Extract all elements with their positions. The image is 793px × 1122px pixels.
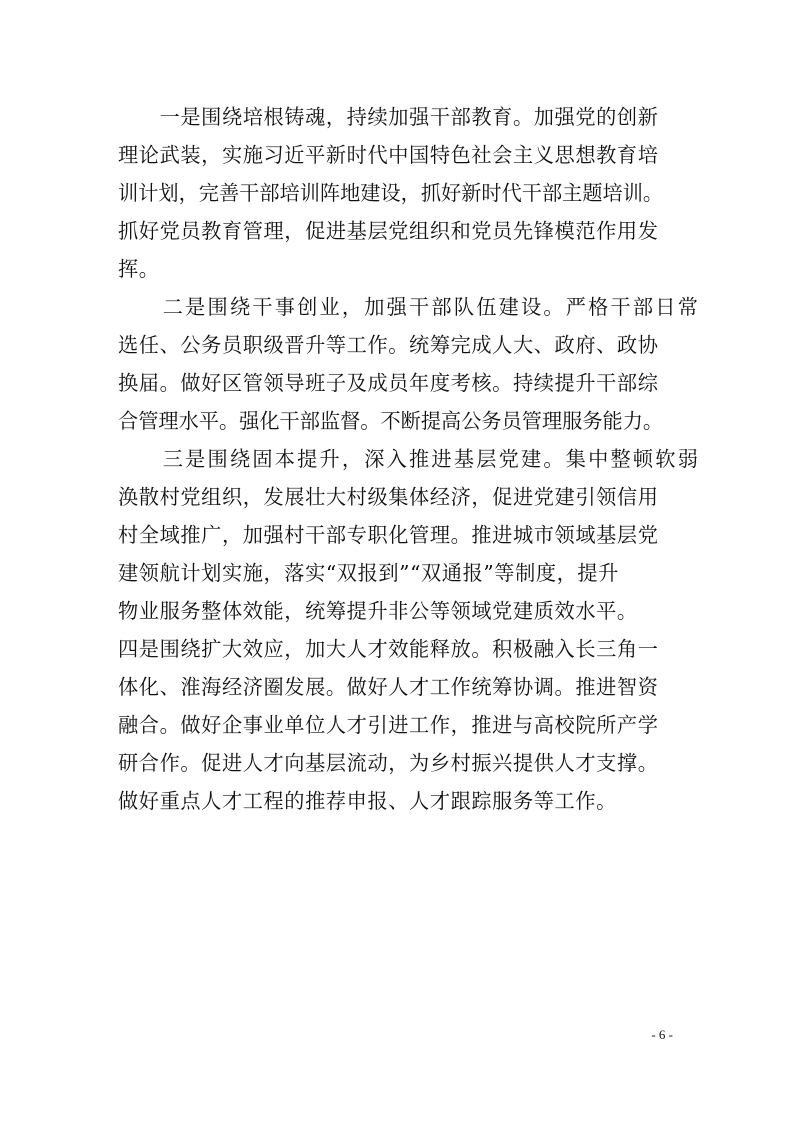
body-text: [118, 98, 701, 820]
text-line: 物业服务整体效能，统筹提升非公等领域党建质效水平。: [118, 599, 638, 623]
text-line: 理论武装，实施习近平新时代中国特色社会主义思想教育培: [118, 143, 659, 167]
text-line: 建领航计划实施，落实“双报到”“双通报”等制度，提升: [118, 561, 620, 585]
text-line: 体化、淮海经济圈发展。做好人才工作统筹协调。推进智资: [118, 675, 659, 699]
text-line: 四是围绕扩大效应，加大人才效能释放。积极融入长三角一: [118, 637, 659, 661]
text-line: 挥。: [118, 257, 160, 281]
text-line: 抓好党员教育管理，促进基层党组织和党员先锋模范作用发: [118, 219, 659, 243]
text-line: 研合作。促进人才向基层流动，为乡村振兴提供人才支撑。: [118, 751, 659, 775]
text-line: 做好重点人才工程的推荐申报、人才跟踪服务等工作。: [118, 789, 617, 813]
text-line: 涣散村党组织，发展壮大村级集体经济，促进党建引领信用: [118, 485, 659, 509]
text-line: 训计划，完善干部培训阵地建设，抓好新时代干部主题培训。: [118, 181, 664, 205]
page-number: - 6 -: [651, 1027, 673, 1042]
text-line: 选任、公务员职级晋升等工作。统筹完成人大、政府、政协: [118, 333, 659, 357]
text-line: 三是围绕固本提升，深入推进基层党建。集中整顿软弱: [118, 447, 701, 471]
text-line: 融合。做好企事业单位人才引进工作，推进与高校院所产学: [118, 713, 659, 737]
text-line: 村全域推广，加强村干部专职化管理。推进城市领域基层党: [118, 523, 659, 547]
text-line: 一是围绕培根铸魂，持续加强干部教育。加强党的创新: [118, 105, 659, 129]
text-line: 换届。做好区管领导班子及成员年度考核。持续提升干部综: [118, 371, 659, 395]
text-line: 二是围绕干事创业，加强干部队伍建设。严格干部日常: [118, 295, 701, 319]
text-line: 合管理水平。强化干部监督。不断提高公务员管理服务能力。: [118, 409, 664, 433]
